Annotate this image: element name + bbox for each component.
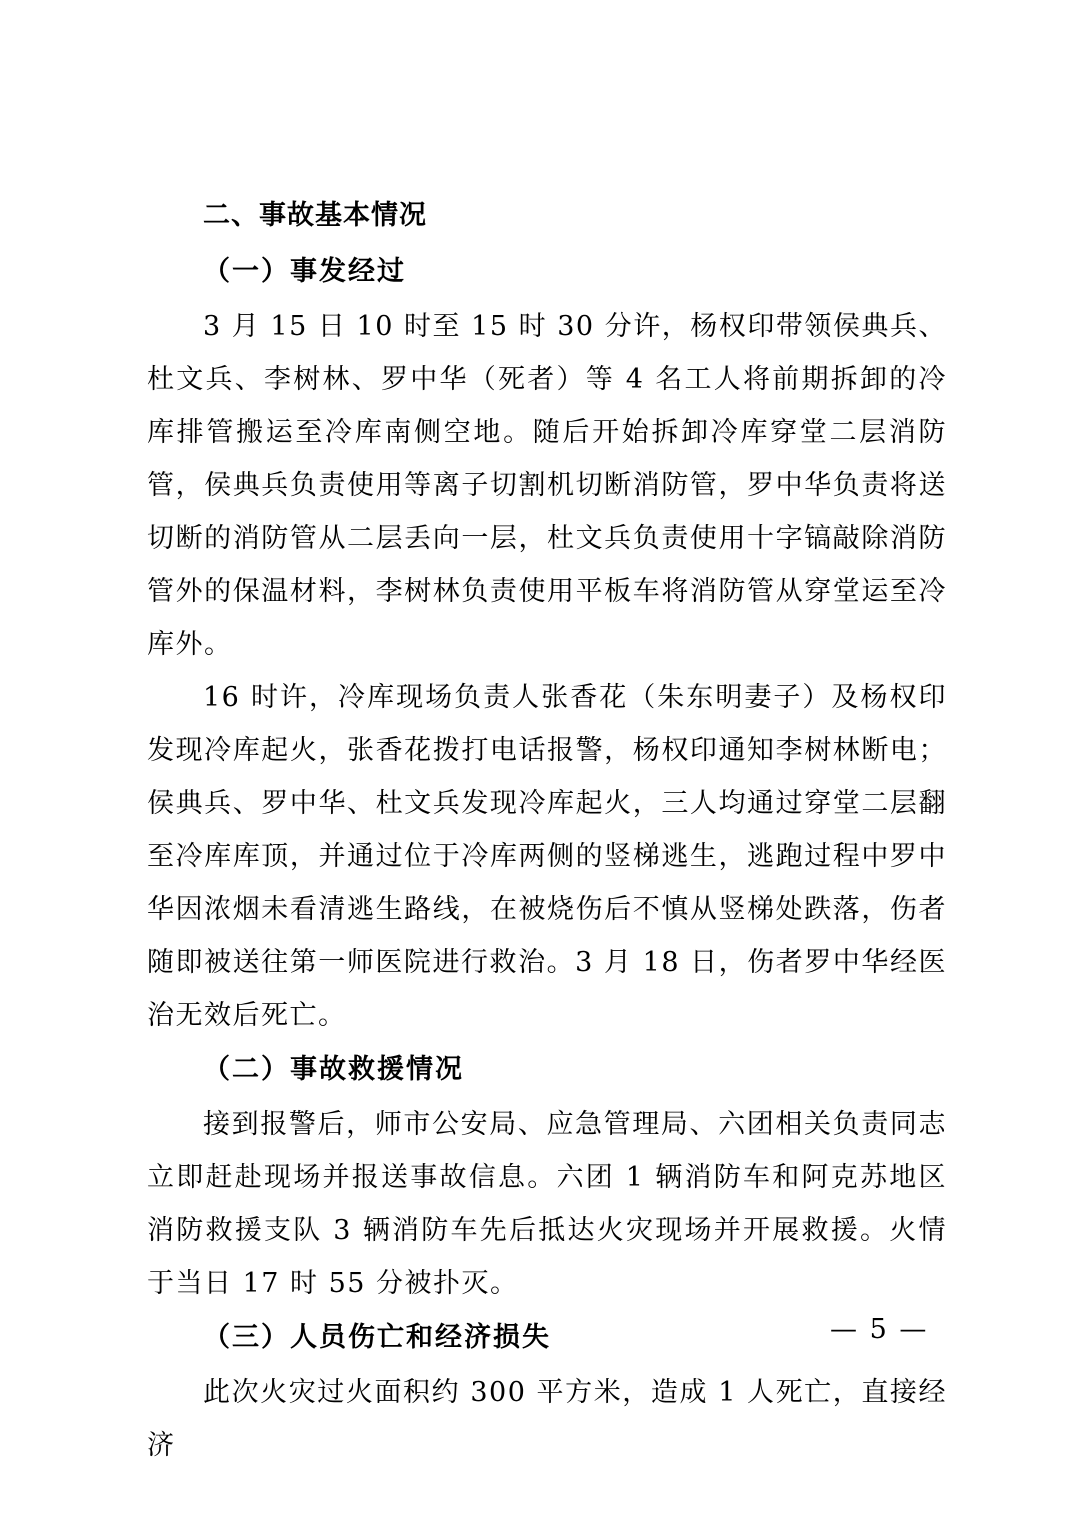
paragraph-losses: 此次火灾过火面积约 300 平方米，造成 1 人死亡，直接经济 [147,1377,947,1461]
section-title: 二、事故基本情况 [203,200,427,231]
paragraph-rescue: 接到报警后，师市公安局、应急管理局、六团相关负责同志立即赶赴现场并报送事故信息。六团 1 辆消防车和阿克苏地区消防救援支队 3 辆消防车先后抵达火灾现场并开展救援。火情于当日 17 时 55 分被扑灭。 [147,1109,947,1299]
paragraph-fire-discovery: 16 时许，冷库现场负责人张香花（朱东明妻子）及杨权印发现冷库起火，张香花拨打电话报警，杨权印通知李树林断电；侯典兵、罗中华、杜文兵发现冷库起火，三人均通过穿堂二层翻至冷库库顶，并通过位于冷库两侧的竖梯逃生，逃跑过程中罗中华因浓烟未看清逃生路线，在被烧伤后不慎从竖梯处跌落，伤者随即被送往第一师医院进行救治。3 月 18 日，伤者罗中华经医治无效后死亡。 [147,682,947,1031]
subsection-title-incident-process: （一）事发经过 [203,256,406,287]
document-body [147,188,947,1472]
page-number: — 5 — [830,1314,929,1345]
subsection-title-casualties-losses: （三）人员伤亡和经济损失 [203,1322,551,1353]
subsection-title-rescue: （二）事故救援情况 [203,1054,464,1085]
paragraph-work-process: 3 月 15 日 10 时至 15 时 30 分许，杨权印带领侯典兵、杜文兵、李树林、罗中华（死者）等 4 名工人将前期拆卸的冷库排管搬运至冷库南侧空地。随后开始拆卸冷库穿堂二层消防管，侯典兵负责使用等离子切割机切断消防管，罗中华负责将送切断的消防管从二层丢向一层，杜文兵负责使用十字镐敲除消防管外的保温材料，李树林负责使用平板车将消防管从穿堂运至冷库外。 [147,311,947,660]
